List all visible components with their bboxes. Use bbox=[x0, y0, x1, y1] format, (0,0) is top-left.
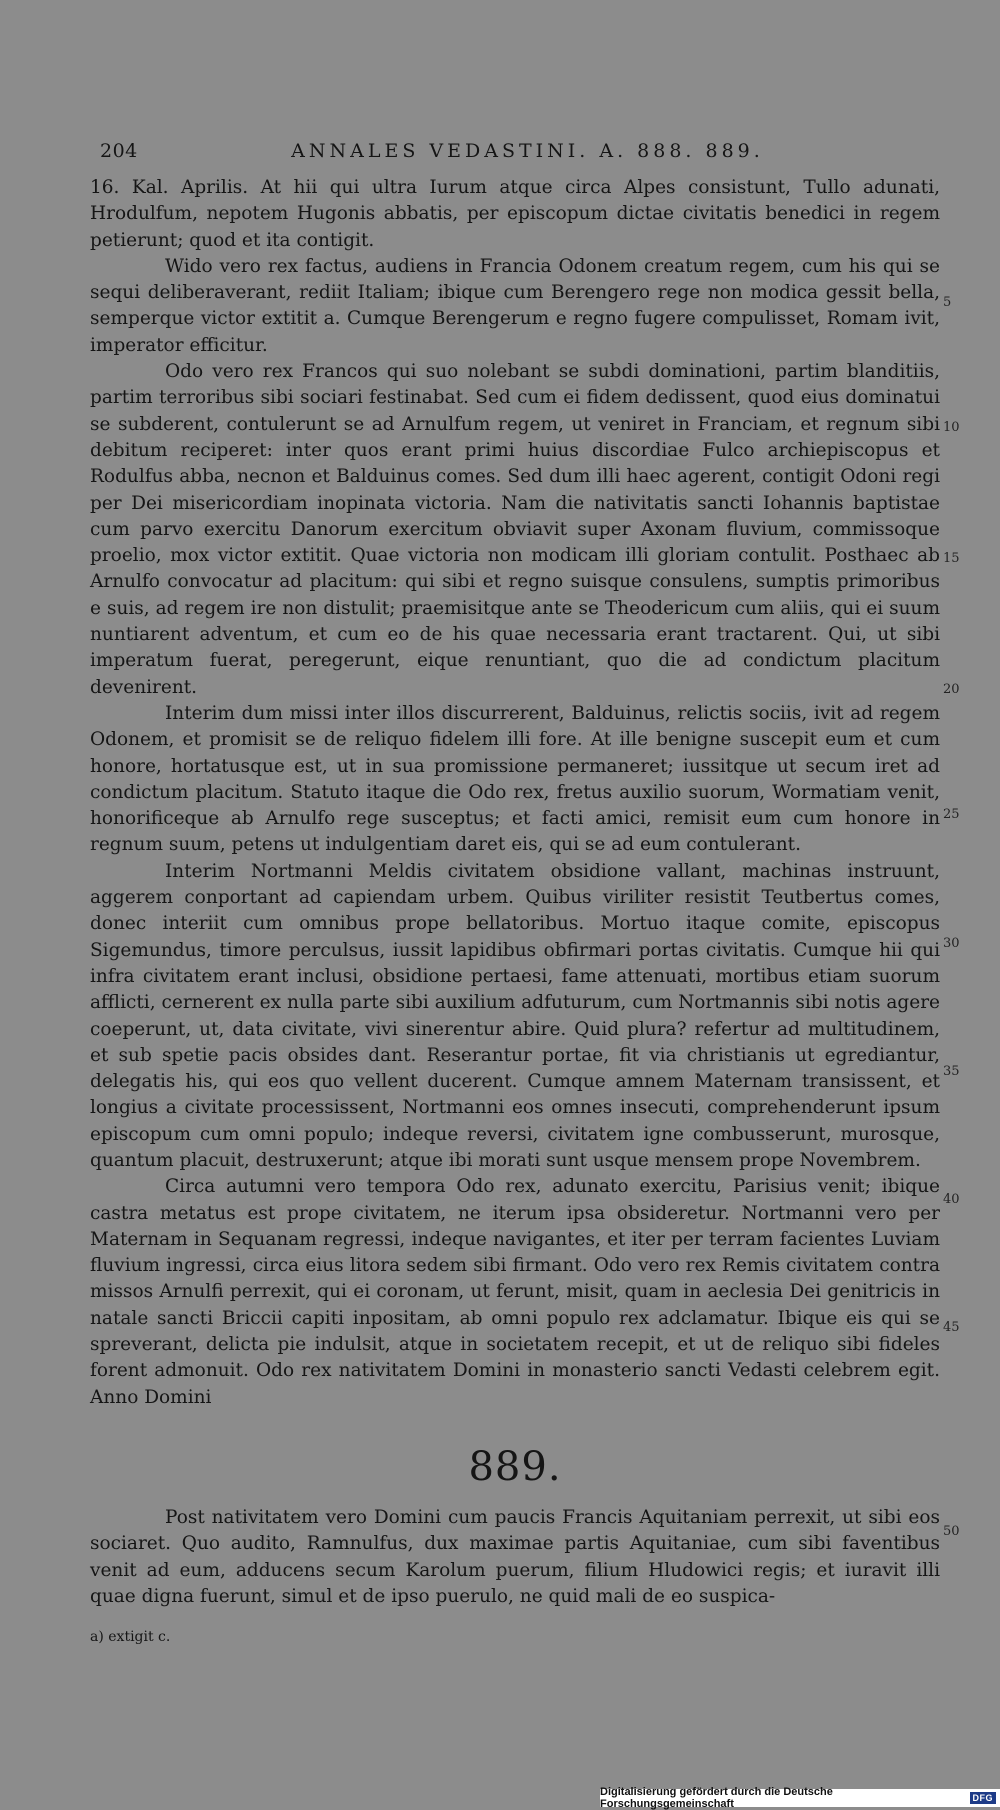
paragraph: 16. Kal. Aprilis. At hii qui ultra Iurum atque circa Alpes consistunt, Tullo adunati, Hrodulfum, nepotem Hugonis abbatis, per episcopum dictae civitatis benedici in regem petierunt; quod et ita contigit. bbox=[90, 177, 940, 251]
paragraph: Post nativitatem vero Domini cum paucis Francis Aquitaniam perrexit, ut sibi eos sociaret. Quo audito, Ramnulfus, dux maximae partis Aquitaniae, cum sibi faventibus venit ad eum, adducens secum Karolum puerum, filium Hludowici regis; et iuravit illi quae digna fuerunt, simul et de ipso puerulo, ne quid mali de eo suspica- bbox=[90, 1506, 940, 1607]
line-number: 35 bbox=[943, 1064, 960, 1079]
dfg-logo: DFG bbox=[970, 1792, 997, 1804]
line-number: 45 bbox=[943, 1320, 960, 1335]
year-heading: 889. bbox=[468, 1443, 562, 1490]
paragraph: Circa autumni vero tempora Odo rex, adunato exercitu, Parisius venit; ibique castra metatus est prope civitatem, ne iterum ipsa obsideretur. Nortmanni vero per Maternam in Sequanam regressi, indeque navigantes, et iter per terram facientes Luviam fluvium ingressi, circa eius litora sedem sibi firmant. Odo vero rex Remis civitatem contra missos Arnulfi perrexit, qui ei coronam, ut ferunt, misit, quam in aeclesia Dei genitricis in natale sancti Briccii capiti inpositam, ab omni populo rex adclamatur. Ibique eis qui se spreverant, delicta pie indulsit, atque in societatem recepit, et ut de reliquo sibi fideles forent admonuit. Odo rex nativitatem Domini in monasterio sancti Vedasti celebrem egit. Anno Domini bbox=[90, 1176, 940, 1408]
line-number: 10 bbox=[943, 420, 960, 435]
footer-text: Digitalisierung gefördert durch die Deutsche Forschungsgemeinschaft bbox=[600, 1786, 833, 1810]
page-number: 204 bbox=[100, 140, 138, 162]
line-number: 25 bbox=[943, 807, 960, 822]
line-number: 5 bbox=[943, 295, 952, 310]
line-number: 15 bbox=[943, 551, 960, 566]
paragraph: Odo vero rex Francos qui suo nolebant se subdi dominationi, partim blanditiis, partim terroribus sibi sociari festinabat. Sed cum ei fidem dedissent, quod eius dominatui se subderent, contulerunt se ad Arnulfum regem, ut veniret in Franciam, et regnum sibi debitum reciperet: inter quos erant primi huius discordiae Fulco archiepiscopus et Rodulfus abba, necnon et Balduinus comes. Sed dum illi haec agerent, contigit Odoni regi per Dei misericordiam inopinata victoria. Nam die nativitatis sancti Iohannis baptistae cum parvo exercitu Danorum exercitum obviavit super Axonam fluvium, commissoque proelio, mox victor extitit. Quae victoria non modicam illi gloriam contulit. Posthaec ab Arnulfo convocatur ad placitum: qui sibi et regno suisque consulens, sumptis primoribus e suis, ad regem ire non distulit; praemisitque ante se Theodericum cum aliis, qui ei suum nuntiarent adventum, et cum eo de his quae necessaria erant tractarent. Qui, ut sibi imperatum fuerat, peregerunt, eique renuntiant, quo die ad condictum placitum devenirent. bbox=[90, 361, 940, 698]
paragraph: Interim dum missi inter illos discurrerent, Balduinus, relictis sociis, ivit ad regem Odonem, et promisit se de reliquo fidelem illi fore. At ille benigne suscepit eum et cum honore, hortatusque est, ut in sua promissione permaneret; iussitque ut secum iret ad condictum placitum. Statuto itaque die Odo rex, fretus auxilio suorum, Wormatiam venit, honorificeque ab Arnulfo rege susceptus; et facti amici, remisit eum cum honore in regnum suum, petens ut indulgentiam daret eis, qui se ad eum contulerant. bbox=[90, 702, 940, 856]
main-text bbox=[90, 175, 940, 1610]
running-title: ANNALES VEDASTINI. A. 888. 889. bbox=[291, 140, 764, 162]
paragraph: Wido vero rex factus, audiens in Francia Odonem creatum regem, cum his qui se sequi deliberaverant, rediit Italiam; ibique cum Berengero rege non modica gessit bella, semperque victor extitit a. Cumque Berengerum e regno fugere compulisset, Romam ivit, imperator efficitur. bbox=[90, 255, 940, 356]
line-number: 20 bbox=[943, 682, 960, 697]
page-header bbox=[100, 140, 955, 164]
funding-footer bbox=[600, 1786, 1000, 1810]
line-number: 40 bbox=[943, 1192, 960, 1207]
paragraph: Interim Nortmanni Meldis civitatem obsidione vallant, machinas instruunt, aggerem conportant ad capiendam urbem. Quibus viriliter resistit Teutbertus comes, donec interiit cum omnibus prope bellatoribus. Mortuo itaque comite, episcopus Sigemundus, timore perculsus, iussit lapidibus obfirmari portas civitatis. Cumque hii qui infra civitatem erant inclusi, obsidione pertaesi, fame attenuati, mortibus etiam suorum afflicti, cernerent ex nulla parte sibi auxilium adfuturum, cum Nortmannis sibi notis agere coeperunt, ut, data civitate, vivi sinerentur abire. Quid plura? refertur ad multitudinem, et sub spetie pacis obsides dant. Reserantur portae, fit via christianis ut egrediantur, delegatis his, qui eos quo vellent ducerent. Cumque amnem Maternam transissent, et longius a civitate processissent, Nortmanni eos omnes insecuti, comprehenderunt ipsum episcopum cum omni populo; indeque reversi, civitatem igne combusserunt, murosque, quantum placuit, destruxerunt; atque ibi morati sunt usque mensem prope Novembrem. bbox=[90, 860, 940, 1171]
line-number: 50 bbox=[943, 1524, 960, 1539]
footnote: a) extigit c. bbox=[90, 1629, 171, 1645]
line-number: 30 bbox=[943, 936, 960, 951]
